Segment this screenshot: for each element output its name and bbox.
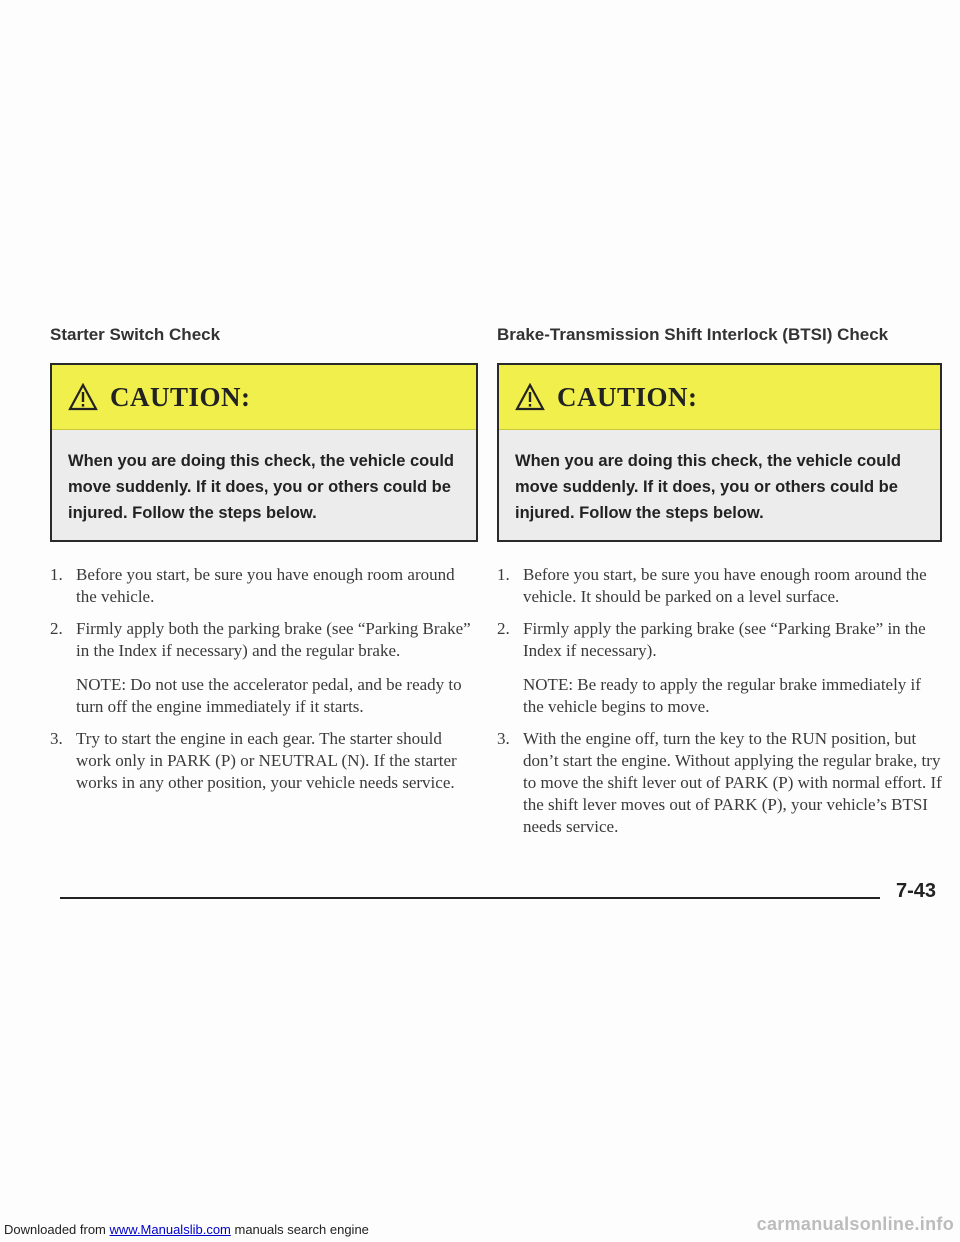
warning-triangle-icon	[68, 383, 98, 411]
step-number: 3.	[497, 729, 510, 748]
page-number: 7-43	[896, 880, 937, 902]
caution-header	[52, 365, 476, 430]
footer-prefix: Downloaded from	[4, 1222, 110, 1237]
step-text: Try to start the engine in each gear. The starter should work only in PARK (P) or NEUTRAL (N). If the starter works in any other position, your vehicle needs service.	[76, 729, 457, 792]
step-number: 3.	[50, 729, 63, 748]
warning-triangle-icon	[515, 383, 545, 411]
step-text: Firmly apply the parking brake (see “Parking Brake” in the Index if necessary).	[523, 619, 926, 660]
download-footer	[4, 1222, 369, 1237]
manualslib-link[interactable]: www.Manualslib.com	[109, 1222, 231, 1237]
caution-text: When you are doing this check, the vehicle could move suddenly. If it does, you or others could be injured. Follow the steps below.	[515, 452, 901, 522]
steps-list	[50, 564, 478, 794]
step-note: NOTE: Be ready to apply the regular brake immediately if the vehicle begins to move.	[523, 675, 921, 716]
watermark: carmanualsonline.info	[756, 1214, 954, 1234]
section-title: Starter Switch Check	[50, 325, 221, 344]
list-item	[50, 618, 478, 718]
caution-label: CAUTION:	[557, 381, 698, 412]
step-text: With the engine off, turn the key to the RUN position, but don’t start the engine. Without applying the regular brake, try to move the shift lever out of PARK (P) with normal effort. If the shift lever moves out of PARK (P), your vehicle’s BTSI needs service.	[523, 729, 942, 836]
step-text: Firmly apply both the parking brake (see “Parking Brake” in the Index if necessary) and the regular brake.	[76, 619, 471, 660]
list-item	[497, 618, 942, 718]
step-note: NOTE: Do not use the accelerator pedal, and be ready to turn off the engine immediately if it starts.	[76, 675, 462, 716]
list-item	[497, 564, 942, 608]
caution-text: When you are doing this check, the vehicle could move suddenly. If it does, you or others could be injured. Follow the steps below.	[68, 452, 454, 522]
list-item	[497, 728, 942, 838]
caution-header	[499, 365, 940, 430]
bottom-rule	[60, 897, 880, 899]
footer-suffix: manuals search engine	[230, 1222, 369, 1237]
step-text: Before you start, be sure you have enough room around the vehicle.	[76, 565, 455, 606]
caution-box	[50, 363, 478, 542]
step-number: 2.	[50, 619, 63, 638]
caution-box	[497, 363, 942, 542]
step-text: Before you start, be sure you have enough room around the vehicle. It should be parked on a level surface.	[523, 565, 927, 606]
list-item	[50, 564, 478, 608]
section-title: Brake-Transmission Shift Interlock (BTSI) Check	[497, 325, 889, 344]
step-number: 2.	[497, 619, 510, 638]
step-number: 1.	[497, 565, 510, 584]
starter-switch-section	[50, 325, 478, 804]
steps-list	[497, 564, 942, 838]
list-item	[50, 728, 478, 794]
btsi-section	[497, 325, 942, 848]
caution-label: CAUTION:	[110, 381, 251, 412]
step-number: 1.	[50, 565, 63, 584]
